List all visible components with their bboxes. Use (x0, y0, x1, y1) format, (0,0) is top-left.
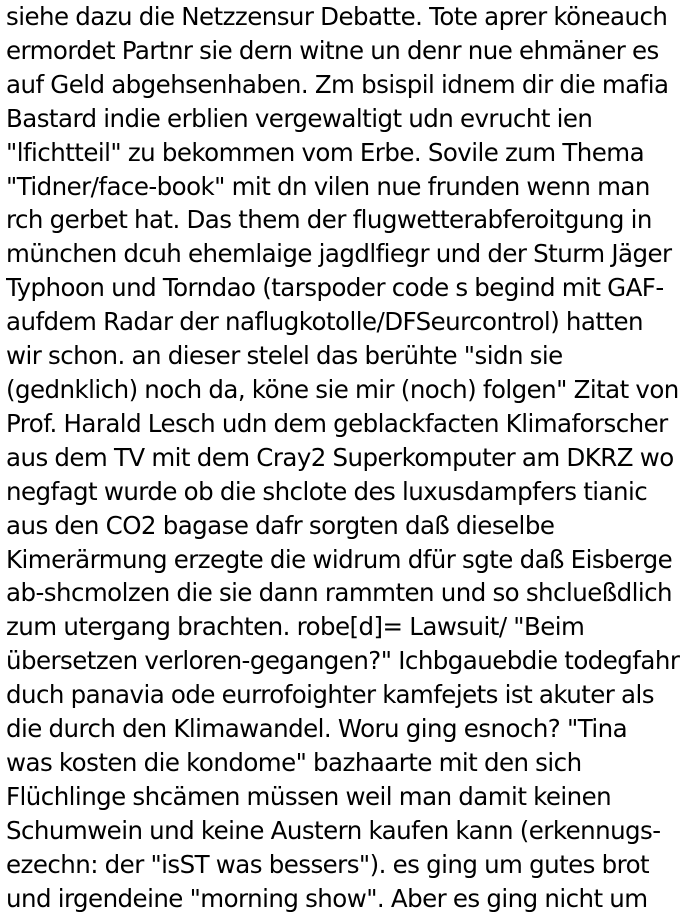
text-line-8: münchen dcuh ehemlaige jagdlfiegr und der Sturm Jäger (6, 239, 672, 269)
text-line-23: was kosten die kondome" bazhaarte mit den sich (6, 747, 582, 777)
text-line-9: Typhoon und Torndao (tarspoder code s begind mit GAF- (6, 273, 664, 303)
text-line-16: aus den CO2 bagase dafr sorgten daß dieselbe (6, 510, 555, 540)
text-line-7: rch gerbet hat. Das them der flugwetterabferoitgung in (6, 205, 652, 235)
text-line-13: Prof. Harald Lesch udn dem geblackfacten Klimaforscher (6, 408, 668, 438)
text-line-24: Flüchlinge shcämen müssen weil man damit keinen (6, 781, 612, 811)
text-line-15: negfagt wurde ob die shclote des luxusdampfers tianic (6, 476, 648, 506)
text-line-20: übersetzen verloren-gegangen?" Ichbgauebdie todegfahr (6, 646, 680, 676)
text-line-26: ezechn: der "isST was bessers"). es ging um gutes brot (6, 849, 650, 879)
text-line-22: die durch den Klimawandel. Woru ging esnoch? "Tina (6, 714, 628, 744)
text-line-19: zum utergang brachten. robe[d]= Lawsuit/ "Beim (6, 612, 585, 642)
text-line-27: und irgendeine "morning show". Aber es ging nicht um (6, 883, 648, 913)
text-line-12: (gednklich) noch da, köne sie mir (noch) folgen" Zitat von (6, 374, 679, 404)
text-line-17: Kimerärmung erzegte die widrum dfür sgte daß Eisberge (6, 544, 673, 574)
text-line-11: wir schon. an dieser stelel das berühte "sidn sie (6, 341, 563, 371)
text-line-21: duch panavia ode eurrofoighter kamfejets ist akuter als (6, 680, 654, 710)
text-line-10: aufdem Radar der naflugkotolle/DFSeurcontrol) hatten (6, 307, 643, 337)
text-line-4: Bastard indie erblien vergewaltigt udn evrucht ien (6, 103, 593, 133)
text-line-18: ab-shcmolzen die sie dann rammten und so shclueßdlich (6, 578, 673, 608)
document-page (6, 0, 684, 920)
text-line-6: "Tidner/face-book" mit dn vilen nue frunden wenn man (6, 171, 650, 201)
text-line-14: aus dem TV mit dem Cray2 Superkomputer am DKRZ wo (6, 442, 674, 472)
text-line-5: "lfichtteil" zu bekommen vom Erbe. Sovile zum Thema (6, 137, 645, 167)
text-line-3: auf Geld abgehsenhaben. Zm bsispil idnem dir die mafia (6, 69, 669, 99)
text-line-25: Schumwein und keine Austern kaufen kann (erkennugs- (6, 815, 661, 845)
text-line-1: siehe dazu die Netzzensur Debatte. Tote aprer köneauch (6, 2, 668, 31)
text-line-2: ermordet Partnr sie dern witne un denr nue ehmäner es (6, 35, 659, 65)
